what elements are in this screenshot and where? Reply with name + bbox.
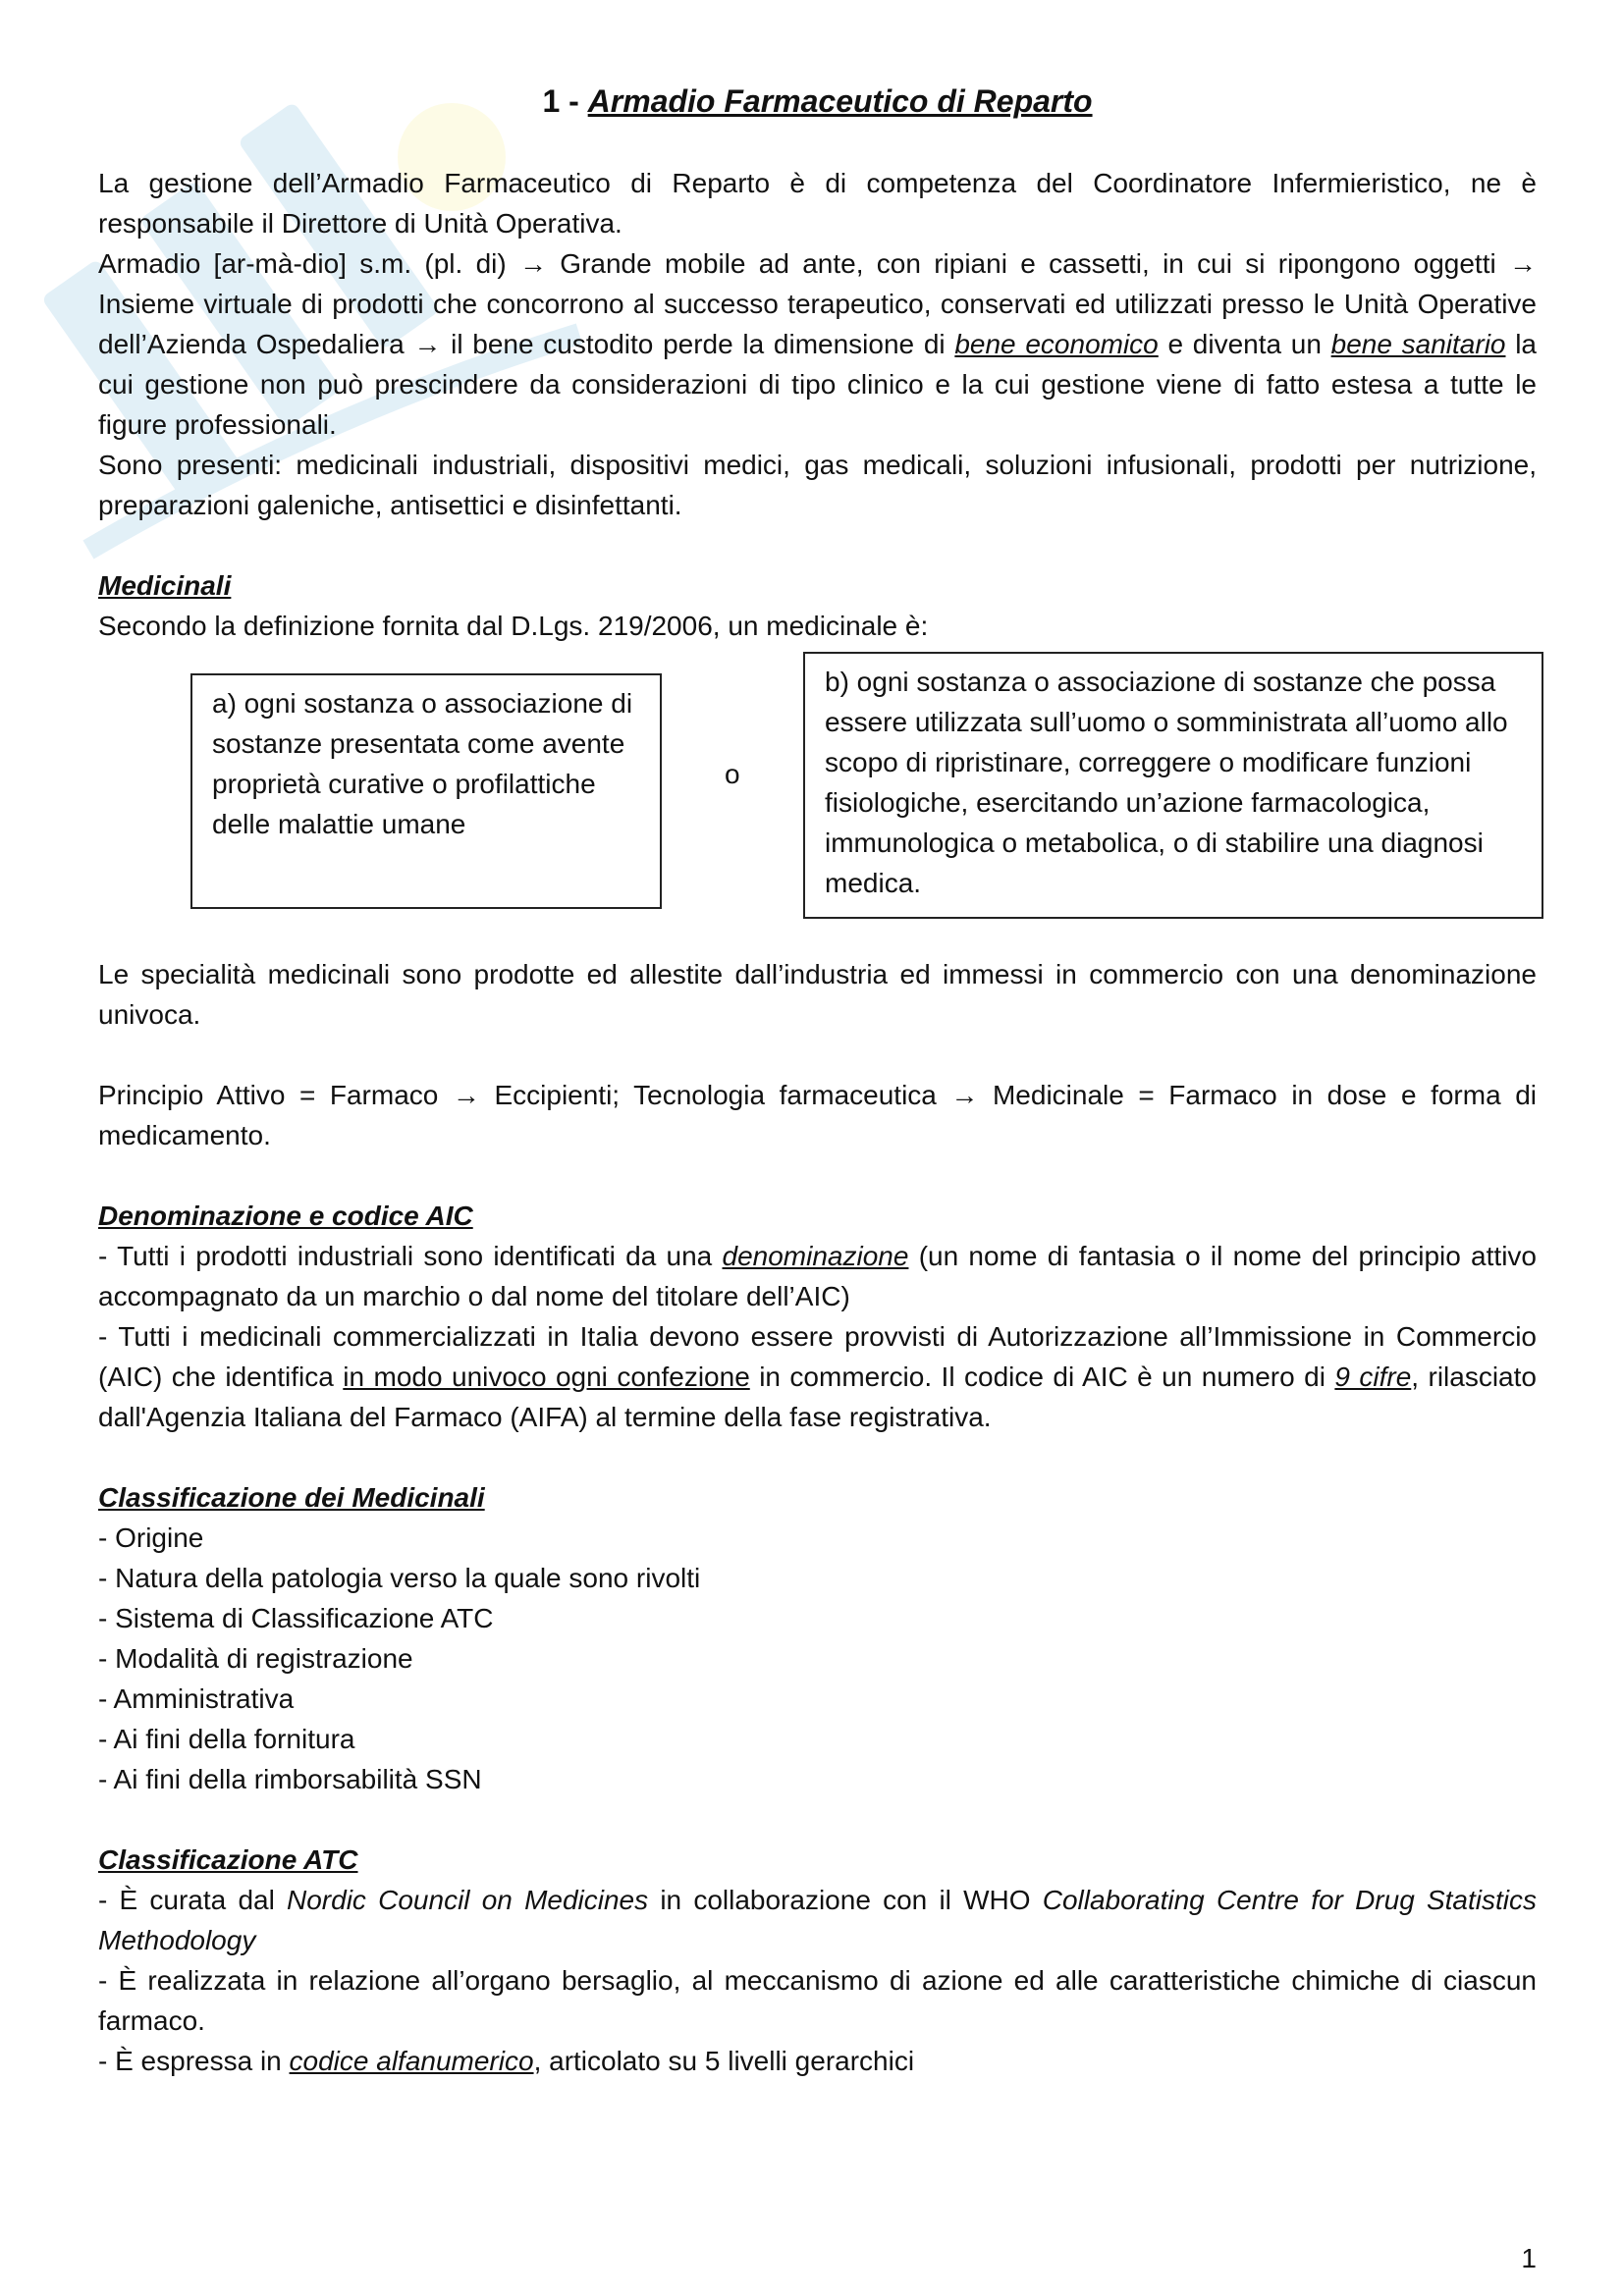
aic-paragraph-2 xyxy=(98,1316,1537,1437)
aic-p2-text-c: , rilasciato dall'Agenzia Italiana del Farmaco (AIFA) al termine della fase registrativa. xyxy=(98,1362,1537,1432)
intro-p2-text-c: la cui gestione non può prescindere da considerazioni di tipo clinico e la cui gestione viene di fatto estesa a tutte le figure professionali. xyxy=(98,329,1537,440)
atc-paragraph-3 xyxy=(98,2041,1537,2081)
aic-paragraph-1 xyxy=(98,1236,1537,1316)
list-item: - Ai fini della rimborsabilità SSN xyxy=(98,1764,482,1794)
intro-p2-text-b: e diventa un xyxy=(1158,329,1331,359)
section-heading-classificazione: Classificazione dei Medicinali xyxy=(98,1482,485,1513)
definition-or: o xyxy=(725,759,740,789)
intro-p2-text-a: Armadio [ar-mà-dio] s.m. (pl. di) → Grande mobile ad ante, con ripiani e cassetti, in cui si ripongono oggetti → Insieme virtuale di prodotti che concorrono al successo terapeutico, conservati ed utilizzati presso le Unità Operative dell’Azienda Ospedaliera → il bene custodito perde la dimensione di xyxy=(98,248,1537,359)
principio-paragraph: Principio Attivo = Farmaco → Eccipienti; Tecnologia farmaceutica → Medicinale = Farmaco in dose e forma di medicamento. xyxy=(98,1080,1537,1150)
atc-paragraph-1 xyxy=(98,1880,1537,1960)
atc-paragraph-2: - È realizzata in relazione all’organo bersaglio, al meccanismo di azione ed alle caratteristiche chimiche di ciascun farmaco. xyxy=(98,1965,1537,2036)
intro-paragraph-3: Sono presenti: medicinali industriali, dispositivi medici, gas medicali, soluzioni infusionali, prodotti per nutrizione, preparazioni galeniche, antisettici e disinfettanti. xyxy=(98,450,1537,520)
intro-paragraph-2 xyxy=(98,243,1537,445)
list-item: - Origine xyxy=(98,1522,204,1553)
atc-p1-text-b: in collaborazione con il WHO xyxy=(648,1885,1043,1915)
intro-paragraph-1: La gestione dell’Armadio Farmaceutico di Reparto è di competenza del Coordinatore Infermieristico, ne è responsabile il Direttore di Unità Operativa. xyxy=(98,168,1537,239)
page-title xyxy=(98,79,1537,124)
definition-intro: Secondo la definizione fornita dal D.Lgs. 219/2006, un medicinale è: xyxy=(98,611,929,641)
atc-p3-text-b: , articolato su 5 livelli gerarchici xyxy=(533,2046,915,2076)
atc-p3-text-a: - È espressa in xyxy=(98,2046,290,2076)
aic-p1-text-b: (un nome di fantasia o il nome del principio attivo accompagnato da un marchio o dal nome del titolare dell’AIC) xyxy=(98,1241,1537,1311)
section-heading-aic: Denominazione e codice AIC xyxy=(98,1201,473,1231)
aic-p1-text-a: - Tutti i prodotti industriali sono identificati da una xyxy=(98,1241,723,1271)
term-who-centre: Collaborating Centre for Drug Statistics Methodology xyxy=(98,1885,1538,1955)
term-denominazione: denominazione xyxy=(722,1241,909,1271)
list-item: - Modalità di registrazione xyxy=(98,1643,413,1674)
aic-p2-text-b: in commercio. Il codice di AIC è un numero di xyxy=(749,1362,1335,1392)
definition-box-a: a) ogni sostanza o associazione di sostanze presentata come avente proprietà curative o profilattiche delle malattie umane xyxy=(190,673,662,909)
specialita-paragraph: Le specialità medicinali sono prodotte ed allestite dall’industria ed immessi in commercio con una denominazione univoca. xyxy=(98,959,1537,1030)
term-univoco: in modo univoco ogni confezione xyxy=(343,1362,750,1392)
term-codice-alfanumerico: codice alfanumerico xyxy=(289,2046,534,2076)
term-bene-economico: bene economico xyxy=(954,329,1159,359)
list-item: - Sistema di Classificazione ATC xyxy=(98,1603,494,1633)
list-item: - Amministrativa xyxy=(98,1683,295,1714)
section-heading-medicinali: Medicinali xyxy=(98,570,232,601)
atc-p1-text-a: - È curata dal xyxy=(98,1885,288,1915)
definition-boxes xyxy=(98,652,1537,936)
definition-box-b: b) ogni sostanza o associazione di sostanze che possa essere utilizzata sull’uomo o somministrata all’uomo allo scopo di ripristinare, correggere o modificare funzioni fisiologiche, esercitando un’azione farmacologica, immunologica o metabolica, o di stabilire una diagnosi medica. xyxy=(803,652,1543,919)
term-9-cifre: 9 cifre xyxy=(1334,1362,1412,1392)
list-item: - Natura della patologia verso la quale sono rivolti xyxy=(98,1563,701,1593)
list-item: - Ai fini della fornitura xyxy=(98,1724,355,1754)
term-nordic-council: Nordic Council on Medicines xyxy=(287,1885,649,1915)
title-prefix: 1 - xyxy=(542,83,588,119)
aic-p2-text-a: - Tutti i medicinali commercializzati in Italia devono essere provvisti di Autorizzazione all’Immissione in Commercio (AIC) che identifica xyxy=(98,1321,1537,1392)
section-heading-atc: Classificazione ATC xyxy=(98,1844,358,1875)
page-number: 1 xyxy=(1521,2243,1537,2273)
term-bene-sanitario: bene sanitario xyxy=(1330,329,1506,359)
document-page xyxy=(98,79,1537,2081)
title-main: Armadio Farmaceutico di Reparto xyxy=(587,83,1093,119)
